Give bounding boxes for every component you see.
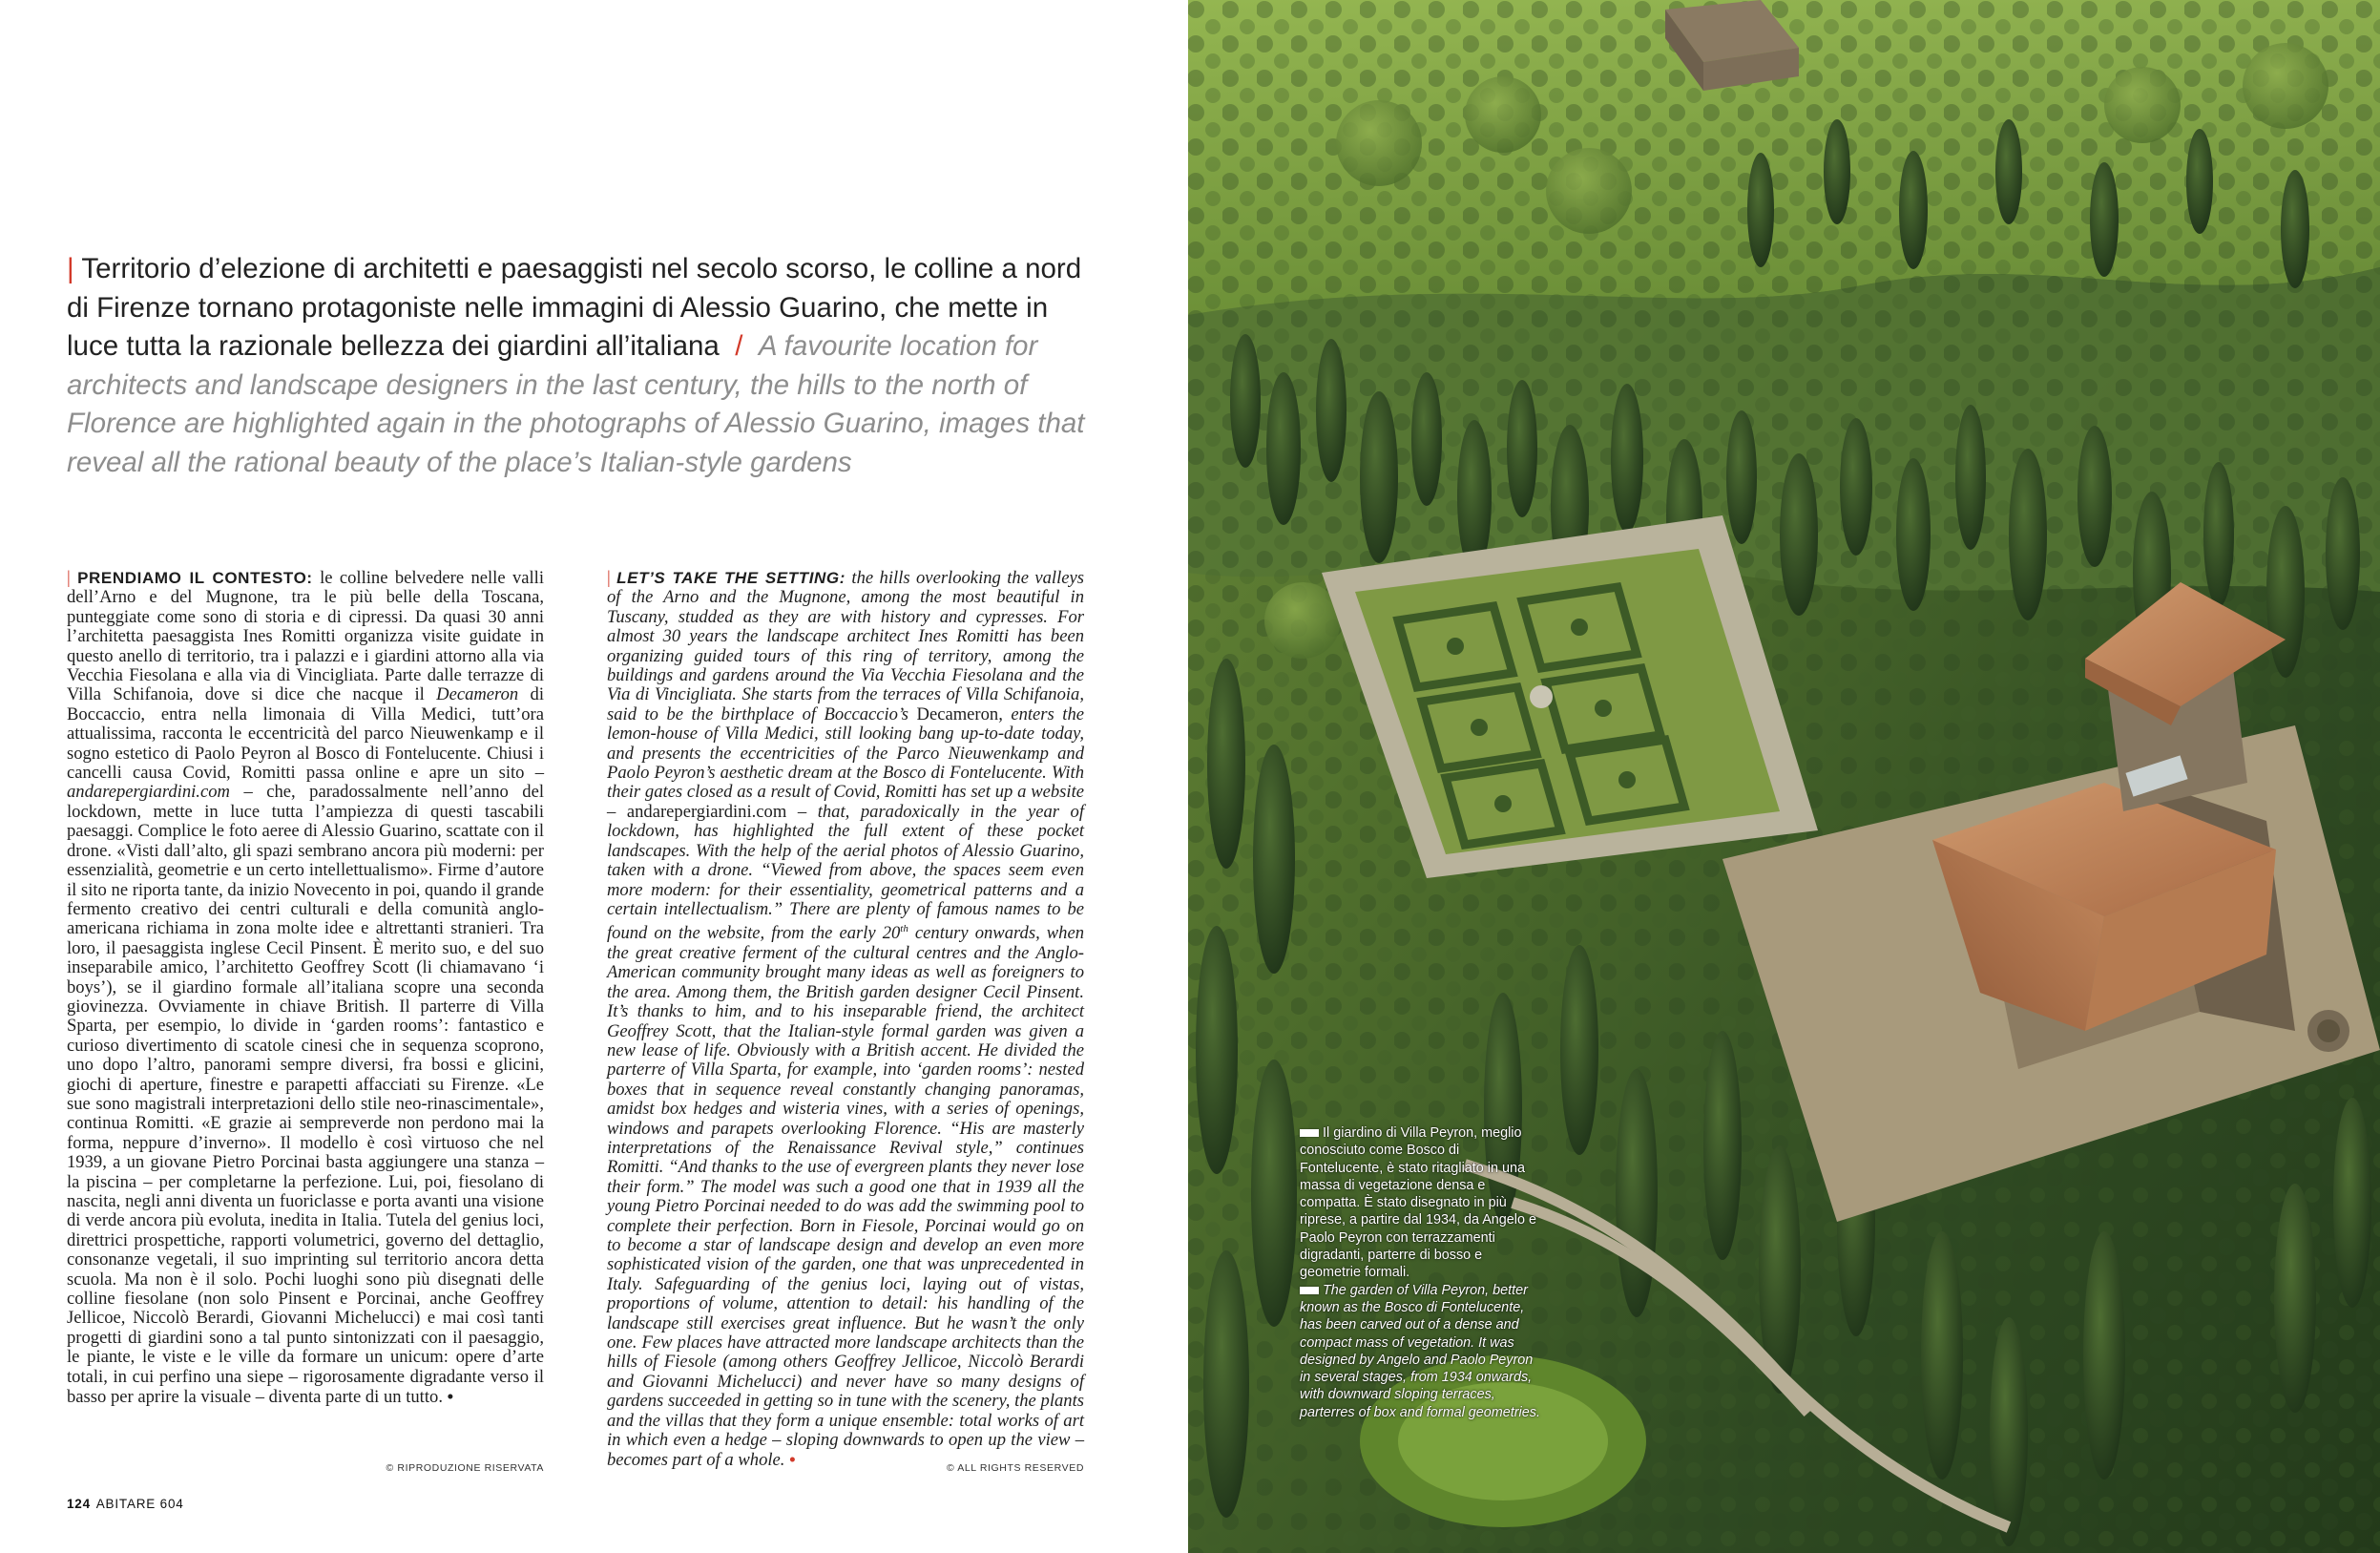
intro-standfirst (67, 250, 1088, 482)
decameron-title-it: Decameron (436, 684, 519, 705)
caption-english: The garden of Villa Peyron, better known as the Bosco di Fontelucente, has been carved out of a dense and compact mass of vegetation. It was designed by Angelo and Paolo Peyron in several stages, from 1934 onwards, with downward sloping terraces, parterres of box and formal geometries. (1300, 1282, 1540, 1420)
copyright-english: © ALL RIGHTS RESERVED (946, 1462, 1084, 1474)
body-column-english (607, 569, 1084, 1471)
intro-slash: / (727, 330, 751, 362)
intro-english: A favourite location for architects and landscape designers in the last century, the hills to the north of Florence are highlighted again in the photographs of Alessio Guarino, images that reveal all the rational beauty of the place’s Italian-style gardens (67, 330, 1085, 478)
body-english-part1: the hills overlooking the valleys of the Arno and the Mugnone, among the most beautiful in Tuscany, studded as they are with history and cypresses. For almost 30 years the landscape architect Ines Romitti has been organizing guided tours of this ring of territory, among the buildings and gardens around the Via Vecchia Fiesolana and the Via di Vincigliata. She starts from the terraces of Villa Schifanoia, said to be the birthplace of Boccaccio’s (607, 568, 1085, 724)
intro-italian: Territorio d’elezione di architetti e paesaggisti nel secolo scorso, le colline a nord di Firenze tornano protagoniste nelle immagini di Alessio Guarino, che mette in luce tutta la razionale bellezza dei giardini all’italiana (67, 253, 1082, 362)
folio (67, 1497, 184, 1511)
decameron-title-en: Decameron (916, 703, 999, 724)
paragraph-marker: | (67, 568, 71, 588)
body-english-part2: , enters the lemon-house of Villa Medici, still looking bang up-to-date today, and presents the eccentricities of the Parco Nieuwenkamp and Paolo Peyron’s aesthetic dream at the Bosco di Fontelucente. With their gates closed as a result of Covid, Romitti has set up a website – (607, 703, 1084, 822)
lead-in-italian: PRENDIAMO IL CONTESTO: (77, 569, 313, 587)
left-page (0, 0, 1188, 1553)
caption-italian: Il giardino di Villa Peyron, meglio conosciuto come Bosco di Fontelucente, è stato ritagliato in una massa di vegetazione densa e compatta. È stato disegnato in più riprese, a partire dal 1934, da Angelo e Paolo Peyron con terrazzamenti digradanti, parterre di bosso e geometrie formali. (1300, 1125, 1537, 1281)
magazine-name: ABITARE 604 (95, 1497, 184, 1511)
lead-in-english: LET’S TAKE THE SETTING: (616, 569, 846, 587)
website-link-it[interactable]: andarepergiardini.com (67, 782, 230, 803)
body-italian-part2: di Boccaccio, entra nella limonaia di Villa Medici, tutt’ora attualissima, racconta le eccentricità del parco Nieuwenkamp e il sogno estetico di Paolo Peyron al Bosco di Fontelucente. Chiusi i cancelli causa Covid, Romitti passa online e apre un sito – (67, 684, 544, 784)
caption-italian-para (1300, 1124, 1540, 1282)
copyright-italian: © RIPRODUZIONE RISERVATA (386, 1462, 544, 1474)
end-mark-en: • (789, 1449, 796, 1470)
body-italian-part3: – che, paradossalmente nell’anno del lockdown, mette in luce tutta l’ampiezza di questi tascabili paesaggi. Complice le foto aeree di Alessio Guarino, scattate con il drone. «Visti dall’alto, gli spazi sembrano ancora più moderni: per essenzialità, geometrie e un certo intellettualismo». Firme d’autore il sito ne riporta tante, da inizio Novecento in poi, quando il grande fermento creativo dei centri culturali e della comunità anglo-americana richiama in zona molte idee e altrettanti stranieri. Tra loro, il paesaggista inglese Cecil Pinsent. È merito suo, e del suo inseparabile amico, l’architetto Geoffrey Scott (li chiamavano ‘i boys’), se il giardino formale all’italiana scopre una seconda giovinezza. Ovviamente in chiave British. Il parterre di Villa Sparta, per esempio, lo divide in ‘garden rooms’: fantastico e curioso divertimento di scatole cinesi che in sequenza scoprono, uno dopo l’altro, panorami sempre diversi, fra bossi e glicini, giochi di aperture, finestre e parapetti affacciati su Firenze. «Le sue sono magistrali interpretazioni dello stile neo-rinascimentale», continua Romitti. «E grazie ai sempreverde non perdono mai la forma, neppure d’inverno». Il modello è così virtuoso che nel 1939, a un giovane Pietro Porcinai basta aggiungere una stanza – la piscina – per completarne la perfezione. Lui, poi, fiesolano di nascita, negli anni diventa un fuoriclasse e porta avanti una visione di verde ancora più evoluta, inedita in Italia. Tutela del genius loci, direttrici prospettiche, rapporti volumetrici, governo del dettaglio, consonanze vegetali, il suo imprinting sul territorio ancora detta scuola. Ma non è il solo. Pochi luoghi sono più disegnati delle colline fiesolane (non solo Pinsent e Porcinai, anche Geoffrey Jellicoe, Niccolò Berardi, Giovanni Michelucci) e mai così tanti progetti di giardini sono a tal punto sintonizzati con il paesaggio, le piante, le viste e le ville da formare un unicum: opere d’arte totali, in cui perfino una siepe – rigorosamente digradante verso il basso per aprire la visuale – diventa parte di un tutto. (67, 782, 544, 1408)
intro-marker: | (67, 253, 74, 284)
body-italian-part1: le colline belvedere nelle valli dell’Arno e del Mugnone, tra le più belle della Toscana, punteggiate come sono di storia e di cipressi. Da quasi 30 anni l’architetta paesaggista Ines Romitti organizza visite guidate in questo anello di territorio, tra i palazzi e i giardini attorno alla via Vecchia Fiesolana e alla via di Vincigliata. Parte dalle terrazze di Villa Schifanoia, dove si dice che nacque il (67, 568, 544, 705)
superscript-th: th (900, 923, 908, 935)
body-column-italian (67, 569, 544, 1407)
caption-marker-en (1300, 1287, 1319, 1294)
body-english-part3: – that, paradoxically in the year of lockdown, has highlighted the full extent of these pocket landscapes. With the help of the aerial photos of Alessio Guarino, taken with a drone. “Viewed from above, the spaces seem even more modern: for their essentiality, geometrical patterns and a certain intellectualism.” There are plenty of famous names to be found on the website, from the early 20 (607, 801, 1085, 944)
website-link-en[interactable]: andarepergiardini.com (626, 801, 787, 822)
end-mark-it: • (447, 1386, 454, 1407)
caption-english-para (1300, 1282, 1540, 1421)
paragraph-marker-en: | (607, 568, 611, 588)
photo-caption (1300, 1124, 1540, 1421)
page-number: 124 (67, 1497, 91, 1511)
body-english-part4: century onwards, when the great creative ferment of the cultural centres and the Anglo-American community brought many ideas as well as foreigners to the area. Among them, the British garden designer Cecil Pinsent. It’s thanks to him, and to his inseparable friend, the architect Geoffrey Scott, that the Italian-style formal garden was given a new lease of life. Obviously with a British accent. He divided the parterre of Villa Sparta, for example, into ‘garden rooms’: nested boxes that in sequence reveal constantly changing panoramas, amidst box hedges and wisteria vines, with a series of openings, windows and parapets overlooking Florence. “His are masterly interpretations of the Renaissance Revival style,” continues Romitti. “And thanks to the use of evergreen plants they never lose their form.” The model was such a good one that in 1939 all the young Pietro Porcinai needed to do was add the swimming pool to complete their perfection. Born in Fiesole, Porcinai would go on to become a star of landscape design and develop an even more sophisticated vision of the garden, one that was unprecedented in Italy. Safeguarding of the genius loci, laying out of vistas, proportions of volume, attention to detail: his handling of the landscape still exercises great influence. But he wasn’t the only one. Few places have attracted more landscape architects than the hills of Fiesole (among others Geoffrey Jellicoe, Niccolò Berardi and Giovanni Michelucci) and never have so many designs of gardens succeeded in getting so in tune with the scenery, the plants and the villas that they form a unique ensemble: total works of art in which even a hedge – sloping downwards to open up the view – becomes part of a whole. (607, 923, 1085, 1471)
caption-marker (1300, 1129, 1319, 1137)
